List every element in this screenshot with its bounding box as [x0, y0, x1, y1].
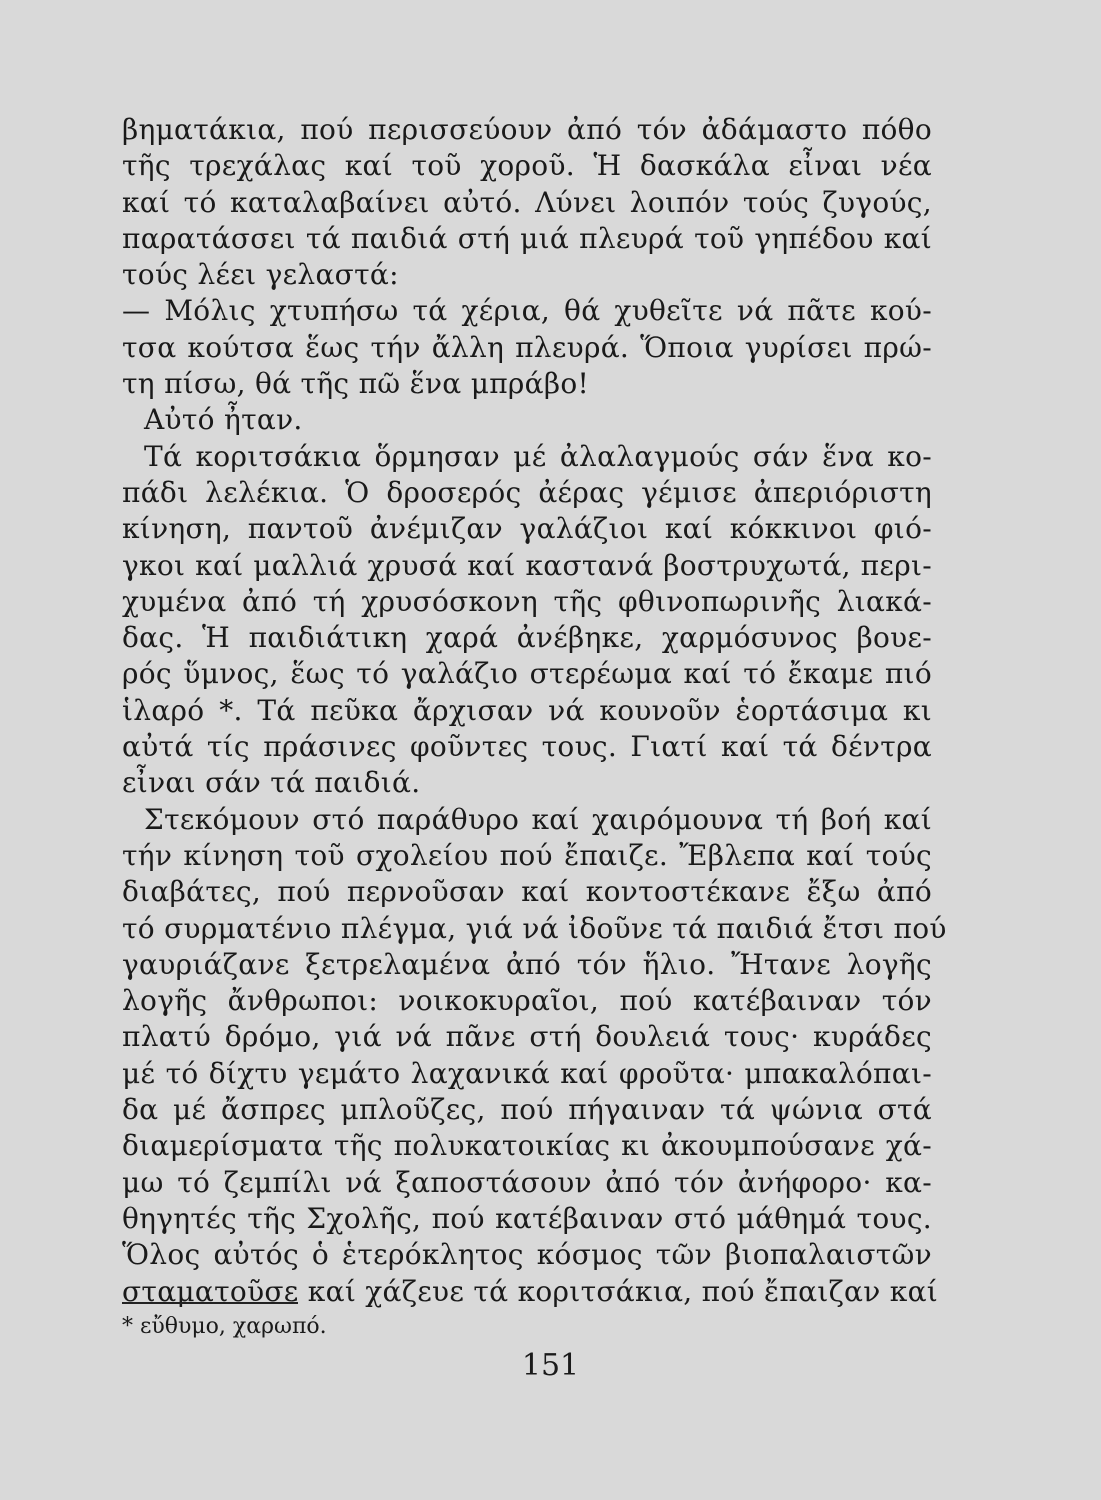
text-line: Αὐτό ἦταν.	[144, 403, 303, 437]
text-line: ἱλαρό *. Τά πεῦκα ἄρχισαν νά κουνοῦν ἑορτάσιμα κι	[122, 693, 932, 727]
text-line: μω τό ζεμπίλι νά ξαποστάσουν ἀπό τόν ἀνήφορο· κα-	[122, 1165, 932, 1199]
text-line: εἶναι σάν τά παιδιά.	[122, 766, 421, 800]
text-line: διαβάτες, πού περνοῦσαν καί κοντοστέκανε ἔξω ἀπό	[122, 875, 932, 909]
text-line: τῆς τρεχάλας καί τοῦ χοροῦ. Ἡ δασκάλα εἶναι νέα	[122, 149, 932, 183]
text-line: αὐτά τίς πράσινες φοῦντες τους. Γιατί καί τά δέντρα	[122, 730, 932, 764]
text-line: ρός ὕμνος, ἕως τό γαλάζιο στερέωμα καί τό ἔκαμε πιό	[122, 657, 932, 691]
text-line: τήν κίνηση τοῦ σχολείου πού ἔπαιζε. Ἔβλεπα καί τούς	[122, 838, 932, 872]
text-line: — Μόλις χτυπήσω τά χέρια, θά χυθεῖτε νά πᾶτε κού-	[122, 294, 932, 328]
body-text	[122, 112, 947, 1310]
text-line: πλατύ δρόμο, γιά νά πᾶνε στή δουλειά τους· κυράδες	[122, 1020, 932, 1054]
text-line: λογῆς ἄνθρωποι: νοικοκυραῖοι, πού κατέβαιναν τόν	[122, 984, 932, 1018]
text-line: δας. Ἡ παιδιάτικη χαρά ἀνέβηκε, χαρμόσυνος βουε-	[122, 621, 932, 655]
footnote-divider	[122, 1302, 298, 1304]
text-line: Στεκόμουν στό παράθυρο καί χαιρόμουνα τή βοή καί	[144, 802, 932, 836]
text-line: χυμένα ἀπό τή χρυσόσκονη τῆς φθινοπωρινῆς λιακά-	[122, 584, 932, 618]
text-line: Τά κοριτσάκια ὅρμησαν μέ ἀλαλαγμούς σάν ἕνα κο-	[144, 439, 932, 473]
text-line: μέ τό δίχτυ γεμάτο λαχανικά καί φροῦτα· μπακαλόπαι-	[122, 1056, 932, 1090]
text-line: παρατάσσει τά παιδιά στή μιά πλευρά τοῦ γηπέδου καί	[122, 221, 932, 255]
text-line: διαμερίσματα τῆς πολυκατοικίας κι ἀκουμπούσανε χά-	[122, 1129, 932, 1163]
text-line: γκοι καί μαλλιά χρυσά καί καστανά βοστρυχωτά, περι-	[122, 548, 932, 582]
text-line: Ὅλος αὐτός ὁ ἑτερόκλητος κόσμος τῶν βιοπαλαιστῶν	[122, 1238, 932, 1272]
text-line: τσα κούτσα ἕως τήν ἄλλη πλευρά. Ὅποια γυρίσει πρώ-	[122, 330, 932, 364]
text-line: τούς λέει γελαστά:	[122, 258, 399, 292]
text-line: βηματάκια, πού περισσεύουν ἀπό τόν ἀδάμαστο πόθο	[122, 113, 932, 146]
text-line: σταματοῦσε καί χάζευε τά κοριτσάκια, πού ἔπαιζαν καί	[122, 1274, 939, 1308]
text-line: τη πίσω, θά τῆς πῶ ἕνα μπράβο!	[122, 367, 590, 401]
text-line: καί τό καταλαβαίνει αὐτό. Λύνει λοιπόν τούς ζυγούς,	[122, 185, 932, 219]
text-line: κίνηση, παντοῦ ἀνέμιζαν γαλάζιοι καί κόκκινοι φιό-	[122, 512, 932, 546]
text-line: δα μέ ἄσπρες μπλοῦζες, πού πήγαιναν τά ψώνια στά	[122, 1093, 932, 1127]
page-number: 151	[521, 1348, 580, 1383]
footnote: * εὔθυμο, χαρωπό.	[122, 1314, 327, 1339]
text-line: πάδι λελέκια. Ὁ δροσερός ἀέρας γέμισε ἀπεριόριστη	[122, 475, 932, 509]
text-line: θηγητές τῆς Σχολῆς, πού κατέβαιναν στό μάθημά τους.	[122, 1201, 932, 1235]
text-line: γαυριάζανε ξετρελαμένα ἀπό τόν ἥλιο. Ἤτανε λογῆς	[122, 947, 932, 981]
text-line: τό συρματένιο πλέγμα, γιά νά ἰδοῦνε τά παιδιά ἔτσι πού	[122, 911, 947, 945]
